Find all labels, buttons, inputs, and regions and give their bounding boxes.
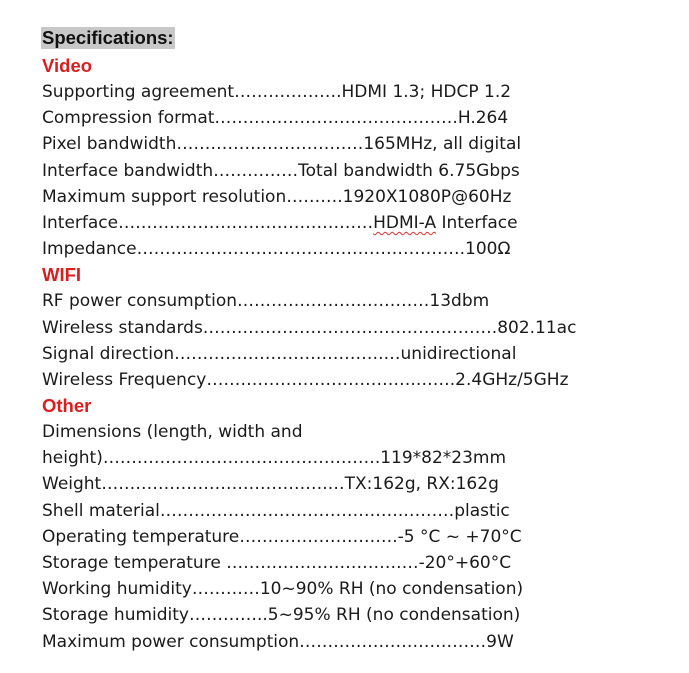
spec-dimensions-value: height)………………………………………….119*82*23mm [42, 448, 507, 469]
spec-impedance: Impedance………………………………………………….100Ω [42, 239, 511, 260]
spec-interface [42, 210, 682, 236]
spec-working-humidity: Working humidity…………10~90% RH (no condensation) [42, 579, 524, 600]
spec-operating-temperature: Operating temperature……………………….-5 °C ~ +70°C [42, 526, 522, 547]
spec-interface-prefix: Interface……………………………………… [42, 212, 374, 233]
spec-maximum-resolution: Maximum support resolution……….1920X1080P@60Hz [42, 186, 512, 207]
spec-wireless-standards: Wireless standards…………………………………………….802.11ac [42, 317, 577, 338]
spec-interface-bandwidth: Interface bandwidth……………Total bandwidth 6.75Gbps [42, 160, 520, 181]
spec-dimensions-label: Dimensions (length, width and [42, 422, 303, 443]
specifications-document [42, 27, 682, 655]
spec-supporting-agreement: Supporting agreement……………….HDMI 1.3; HDCP 1.2 [42, 82, 512, 102]
spell-check-underlined-word: HDMI-A [373, 212, 437, 233]
section-heading-other: Other [42, 395, 92, 417]
spec-storage-temperature: Storage temperature ………………………….…-20°+60°C [42, 553, 512, 573]
section-heading-video: Video [42, 55, 93, 76]
spec-shell-material: Shell material…………………………………….………plastic [42, 500, 510, 521]
spec-wireless-frequency: Wireless Frequency……………………………….…….2.4GHz/5GHz [42, 369, 569, 390]
spec-pixel-bandwidth: Pixel bandwidth……………………………165MHz, all digital [42, 134, 522, 155]
section-heading-wifi: WIFI [42, 264, 82, 286]
spec-interface-suffix: Interface [436, 212, 518, 233]
spec-weight: Weight………………………………….…TX:162g, RX:162g [42, 474, 499, 495]
spec-signal-direction: Signal direction……………………………….…unidirectional [42, 343, 517, 364]
spec-compression-format: Compression format…………………………………….H.264 [42, 108, 509, 129]
spec-rf-power: RF power consumption………………….…………13dbm [42, 291, 490, 312]
spec-storage-humidity: Storage humidity…………..5~95% RH (no condensation) [42, 605, 521, 626]
page-title: Specifications: [42, 27, 174, 48]
spec-max-power: Maximum power consumption……………………………9W [42, 631, 514, 652]
